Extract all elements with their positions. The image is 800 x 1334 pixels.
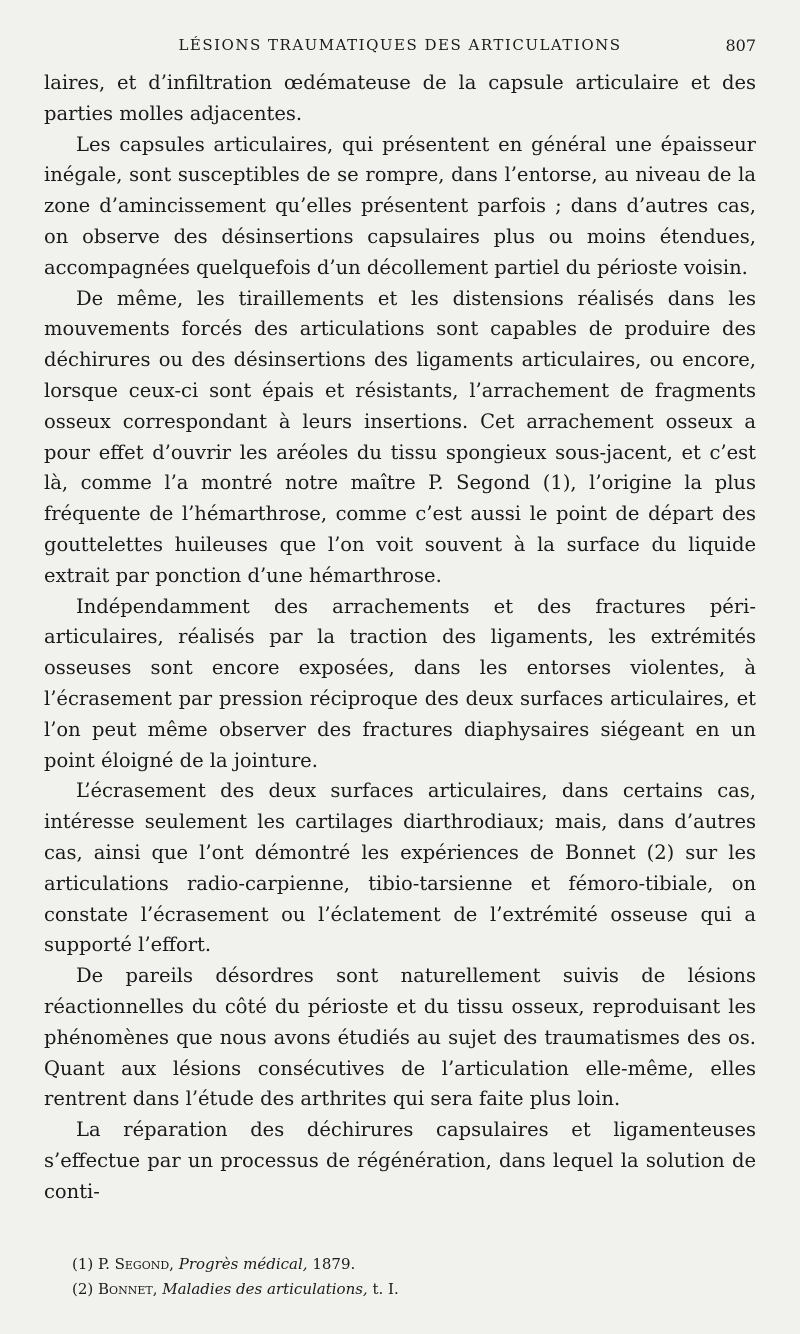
body-text <box>44 68 756 1207</box>
paragraph: La réparation des déchirures capsulaires et ligamenteuses s’effectue par un processus de régénération, dans lequel la solution de conti- <box>44 1118 756 1203</box>
footnote-title: Maladies des articulations, <box>162 1280 368 1298</box>
footnote <box>44 1252 756 1277</box>
footnote-marker: (1) <box>72 1255 94 1273</box>
paragraph: L’écrasement des deux surfaces articulaires, dans certains cas, intéresse seulement les cartilages diarthrodiaux; mais, dans d’autres cas, ainsi que l’ont démontré les expériences de Bonnet (2) sur les articulations radio-carpienne, tibio-tarsienne et fémoro-tibiale, on constate l’écrasement ou l’éclatement de l’extrémité osseuse qui a supporté l’effort. <box>44 779 756 957</box>
paragraph: De pareils désordres sont naturellement suivis de lésions réactionnelles du côté du périoste et du tissu osseux, reproduisant les phénomènes que nous avons étudiés au sujet des traumatismes des os. Quant aux lésions consécutives de l’articulation elle-même, elles rentrent dans l’étude des arthrites qui sera faite plus loin. <box>44 964 756 1111</box>
footnote-rest: t. I. <box>367 1280 399 1298</box>
paragraph: Indépendamment des arrachements et des fractures péri-articulaires, réalisés par la traction des ligaments, les extrémités osseuses sont encore exposées, dans les entorses violentes, à l’écrasement par pression réciproque des deux surfaces articulaires, et l’on peut même observer des fractures diaphysaires siégeant en un point éloigné de la jointure. <box>44 594 756 772</box>
page-number: 807 <box>725 36 756 55</box>
footnote-author: P. Segond, <box>98 1255 174 1273</box>
running-title: LÉSIONS TRAUMATIQUES DES ARTICULATIONS <box>178 36 622 54</box>
paragraph: Les capsules articulaires, qui présentent en général une épaisseur inégale, sont susceptibles de se rompre, dans l’entorse, au niveau de la zone d’amincissement qu’elles présentent parfois ; dans d’autres cas, on observe des désinsertions capsulaires plus ou moins étendues, accompagnées quelquefois d’un décollement partiel du périoste voisin. <box>44 132 756 279</box>
footnote <box>44 1277 756 1302</box>
footnote-title: Progrès médical, <box>178 1255 308 1273</box>
page-header <box>44 30 756 60</box>
paragraph: De même, les tiraillements et les distensions réalisés dans les mouvements forcés des articulations sont capables de produire des déchirures ou des désinsertions des ligaments articulaires, ou encore, lorsque ceux-ci sont épais et résistants, l’arrachement de fragments osseux correspondant à leurs insertions. Cet arrachement osseux a pour effet d’ouvrir les aréoles du tissu spongieux sous-jacent, et c’est là, comme l’a montré notre maître P. Segond (1), l’origine la plus fréquente de l’hémarthrose, comme c’est aussi le point de départ des gouttelettes huileuses que l’on voit souvent à la surface du liquide extrait par ponction d’une hémarthrose. <box>44 286 756 587</box>
footnote-rest: 1879. <box>307 1255 356 1273</box>
paragraph: laires, et d’infiltration œdémateuse de la capsule articulaire et des parties molles adjacentes. <box>44 71 756 125</box>
footnote-marker: (2) <box>72 1280 94 1298</box>
footnote-author: Bonnet, <box>98 1280 158 1298</box>
footnotes <box>44 1252 756 1302</box>
